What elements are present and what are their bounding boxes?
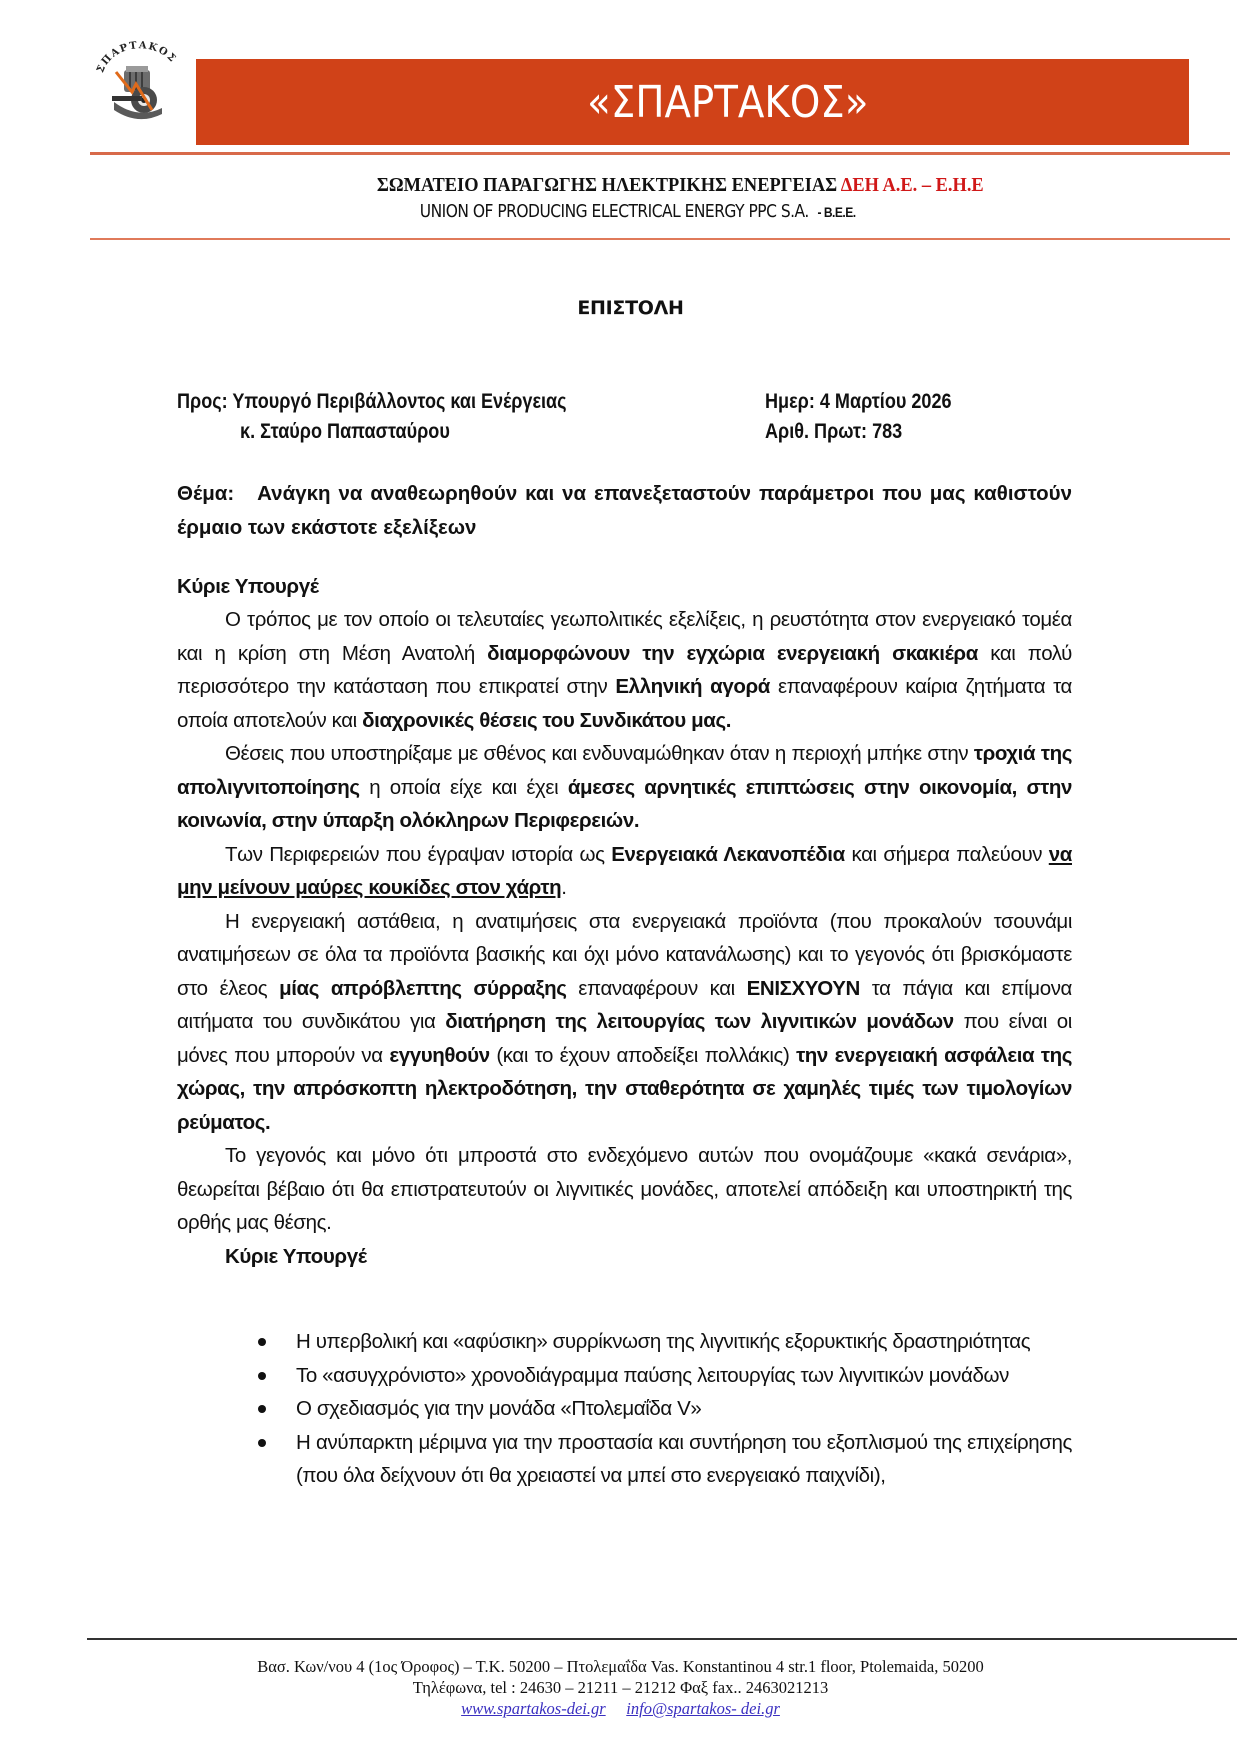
- letter-date: Ημερ: 4 Μαρτίου 2026: [765, 390, 952, 413]
- p1-bold-2: Ελληνική αγορά: [615, 675, 770, 698]
- banner-title: «ΣΠΑΡΤΑΚΟΣ»: [586, 76, 869, 128]
- p3-text-1: Των Περιφερειών που έγραψαν ιστορία ως: [225, 842, 612, 866]
- paragraph-3: [177, 838, 1072, 905]
- p4-bold-3: διατήρηση της λειτουργίας των λιγνιτικών μονάδων: [445, 1010, 954, 1033]
- salutation-2: Κύριε Υπουργέ: [225, 1244, 367, 1268]
- subject-text: Ανάγκη να αναθεωρηθούν και να επανεξεταστούν παράμετροι που μας καθιστούν έρμαιο των εκάστοτε εξελίξεων: [177, 482, 1073, 539]
- p4-bold-4: εγγυηθούν: [389, 1043, 490, 1067]
- list-item-text: Το «ασυγχρόνιστο» χρονοδιάγραμμα παύσης λειτουργίας των λιγνιτικών μονάδων: [296, 1363, 1009, 1387]
- p4-text-2: επαναφέρουν και: [566, 976, 747, 1000]
- p3-bold-1: Ενεργειακά Λεκανοπέδια: [611, 842, 845, 866]
- bullet-icon: [258, 1372, 266, 1380]
- p3-bold-underlined: να μην μείνουν μαύρες κουκίδες στον χάρτη: [177, 842, 1072, 899]
- paragraph-4: [177, 905, 1072, 1140]
- paragraph-2: [177, 737, 1072, 838]
- p4-bold-5: την ενεργειακή ασφάλεια της χώρας, την απρόσκοπτη ηλεκτροδότηση, την σταθερότητα σε χαμηλές τιμές των τιμολογίων ρεύματος.: [177, 1043, 1073, 1134]
- p4-text-5: (και το έχουν αποδείξει πολλάκις): [489, 1043, 797, 1067]
- subject: [177, 477, 1072, 544]
- header-banner: [196, 59, 1189, 145]
- email-link[interactable]: info@spartakos- dei.gr: [626, 1699, 780, 1718]
- footer-divider: [87, 1638, 1237, 1640]
- recipient-name: κ. Σταύρο Παπασταύρου: [240, 420, 450, 443]
- p1-text-2: και πολύ περισσότερο την κατάσταση που επικρατεί στην: [177, 641, 1072, 698]
- bullet-icon: [258, 1439, 266, 1447]
- recipient-line: Προς: Υπουργό Περιβάλλοντος και Ενέργειας: [177, 390, 567, 413]
- list-item-text: Ο σχεδιασμός για την μονάδα «Πτολεμαΐδα V»: [296, 1397, 702, 1420]
- p4-text-1: Η ενεργειακή αστάθεια, η ανατιμήσεις στα ενεργειακά προϊόντα (που προκαλούν τσουνάμι ανατιμήσεων σε όλα τα προϊόντα βασικής και όχι μόνο κατανάλωσης) και το γεγονός ότι βρισκόμαστε στο έλεος: [177, 909, 1072, 1000]
- p4-text-4: που είναι οι μόνες που μπορούν να: [177, 1010, 1072, 1067]
- org-suffix-greek: ΔΕΗ Α.Ε. – Ε.Η.Ε: [840, 174, 984, 196]
- concerns-list: [258, 1325, 1072, 1493]
- org-suffix-english: - B.E.E.: [817, 204, 856, 220]
- spartakos-emblem-icon: [92, 40, 184, 126]
- p1-bold-3: διαχρονικές θέσεις του Συνδικάτου μας.: [362, 708, 731, 732]
- org-name-greek: [50, 174, 1192, 197]
- p1-text-3: επαναφέρουν καίρια ζητήματα τα οποία αποτελούν και: [177, 675, 1072, 732]
- paragraph-5: Το γεγονός και μόνο ότι μπροστά στο ενδεχόμενο αυτών που ονομάζουμε «κακά σενάρια», θεωρείται βέβαιο ότι θα επιστρατευτούν οι λιγνιτικές μονάδες, αποτελεί απόδειξη και υποστηρικτή της ορθής μας θέσης.: [177, 1144, 1072, 1234]
- footer-address: Βασ. Κων/νου 4 (1ος Όροφος) – Τ.Κ. 50200 – Πτολεμαΐδα Vas. Konstantinou 4 str.1 floor, Ptolemaida, 50200: [257, 1657, 984, 1676]
- salutation: Κύριε Υπουργέ: [177, 575, 319, 598]
- p2-text-2: η οποία είχε και έχει: [359, 775, 568, 799]
- footer-links: [0, 1698, 1241, 1719]
- p4-bold-1: μίας απρόβλεπτης σύρραξης: [279, 976, 567, 1000]
- org-name-greek-text: ΣΩΜΑΤΕΙΟ ΠΑΡΑΓΩΓΗΣ ΗΛΕΚΤΡΙΚΗΣ ΕΝΕΡΓΕΙΑΣ: [376, 174, 838, 196]
- p2-bold-2: άμεσες αρνητικές επιπτώσεις στην οικονομία, στην κοινωνία, στην ύπαρξη ολόκληρων Περιφερειών.: [177, 775, 1072, 832]
- p3-text-2: και σήμερα παλεύουν: [844, 842, 1049, 866]
- header-bottom-divider: [90, 238, 1230, 240]
- union-logo: [92, 40, 184, 126]
- letter-body: [177, 603, 1072, 1273]
- p4-text-3: τα πάγια και επίμονα αιτήματα του συνδικάτου για: [177, 976, 1072, 1033]
- list-item: [258, 1392, 1072, 1426]
- org-name-english-text: UNION OF PRODUCING ELECTRICAL ENERGY PPC S.A.: [419, 201, 809, 222]
- list-item: [258, 1325, 1072, 1359]
- document-title: ΕΠΙΣΤΟΛΗ: [577, 297, 684, 319]
- header-divider: [90, 152, 1230, 155]
- logo-arc-text: ΣΠΑΡΤΑΚΟΣ: [95, 40, 179, 75]
- p1-bold-1: διαμορφώνουν την εγχώρια ενεργειακή σκακιέρα: [487, 641, 978, 665]
- p1-text-1: Ο τρόπος με τον οποίο οι τελευταίες γεωπολιτικές εξελίξεις, η ρευστότητα στον ενεργειακό τομέα και η κρίση στη Μέση Ανατολή: [177, 608, 1072, 665]
- footer-phones: Τηλέφωνα, tel : 24630 – 21211 – 21212 Φαξ fax.. 2463021213: [412, 1678, 829, 1697]
- subject-label: Θέμα:: [177, 482, 235, 505]
- p3-text-3: .: [561, 876, 567, 899]
- p2-bold-1: τροχιά της απολιγνιτοποίησης: [177, 742, 1072, 799]
- p2-text-1: Θέσεις που υποστηρίξαμε με σθένος και ενδυναμώθηκαν όταν η περιοχή μπήκε στην: [225, 742, 974, 765]
- list-item: [258, 1359, 1072, 1393]
- org-name-english: [87, 201, 1154, 222]
- bullet-icon: [258, 1338, 266, 1346]
- list-item: [258, 1426, 1072, 1493]
- list-item-text: Η υπερβολική και «αφύσικη» συρρίκνωση της λιγνιτικής εξορυκτικής δραστηριότητας: [296, 1330, 1031, 1353]
- protocol-number: Αριθ. Πρωτ: 783: [765, 420, 903, 443]
- website-link[interactable]: www.spartakos-dei.gr: [461, 1699, 606, 1718]
- p4-bold-2: ΕΝΙΣΧΥΟΥΝ: [746, 976, 860, 1000]
- list-item-text: Η ανύπαρκτη μέριμνα για την προστασία και συντήρηση του εξοπλισμού της επιχείρησης (που όλα δείχνουν ότι θα χρειαστεί να μπεί στο ενεργειακό παιχνίδι),: [296, 1430, 1072, 1487]
- paragraph-1: [177, 603, 1072, 737]
- bullet-icon: [258, 1405, 266, 1413]
